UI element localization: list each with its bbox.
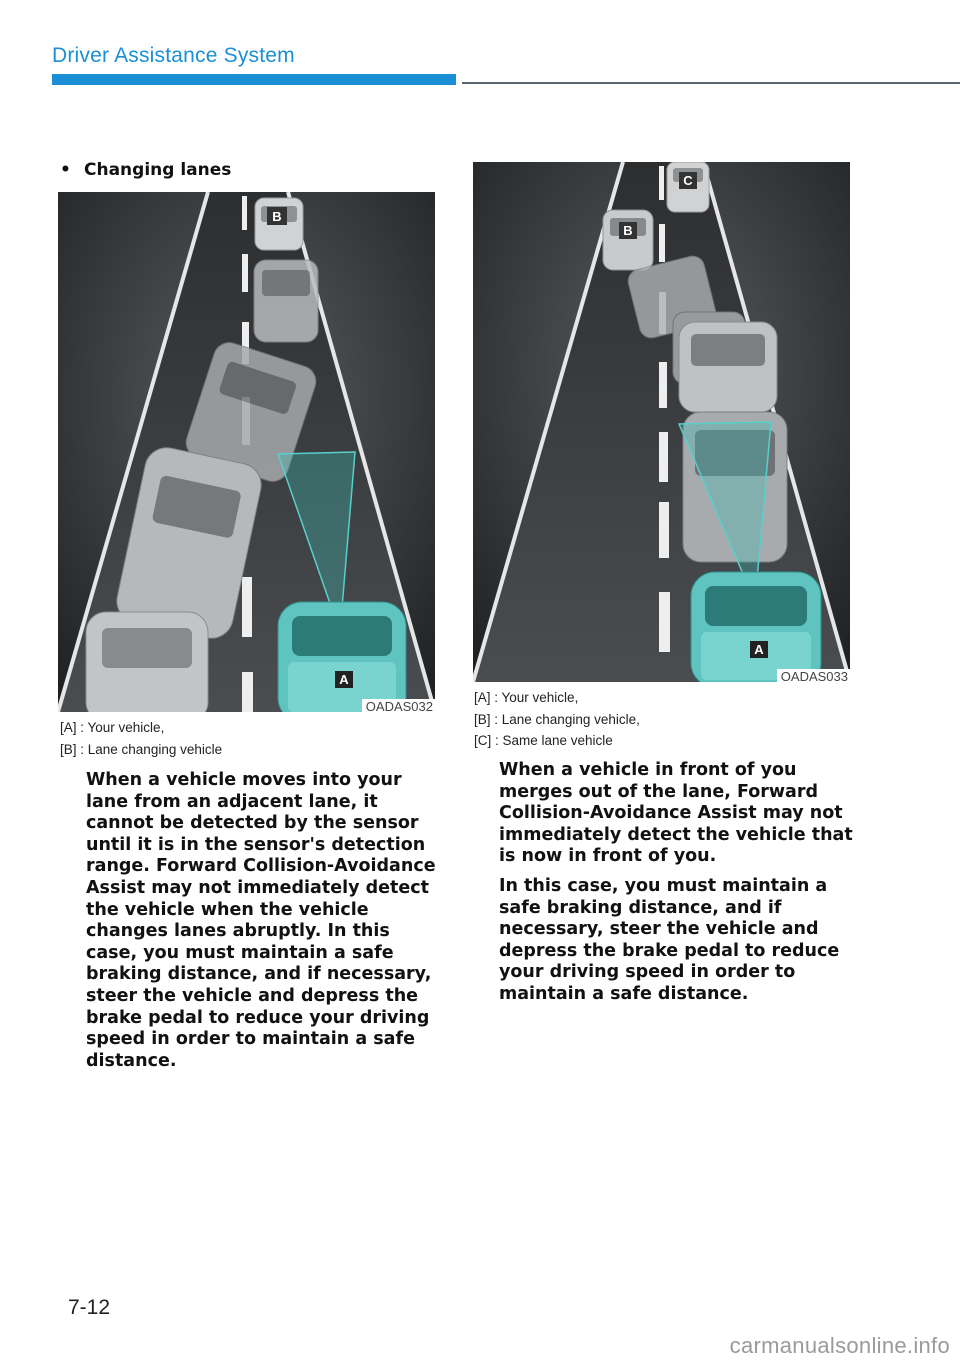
label-b: B <box>623 223 633 238</box>
road-illustration <box>473 162 850 682</box>
subsection-title: Changing lanes <box>84 160 232 180</box>
vehicle-a-icon <box>278 602 406 712</box>
road-illustration <box>58 192 435 712</box>
header-rule-accent <box>52 74 456 85</box>
header-rule <box>462 82 960 84</box>
bullet: • <box>60 160 71 180</box>
figure-code: OADAS033 <box>777 669 850 684</box>
label-c: C <box>683 173 693 188</box>
paragraph: When a vehicle in front of you merges out of the lane, Forward Collision-Avoidance Assist may not immediately detect the vehicle that is now in front of you. <box>499 760 853 867</box>
body-text-right <box>499 760 853 1014</box>
legend-item: [A] : Your vehicle, <box>474 690 579 705</box>
label-b: B <box>272 209 282 224</box>
figure-code: OADAS032 <box>362 699 435 714</box>
legend-item: [B] : Lane changing vehicle, <box>474 711 640 727</box>
figure-changing-lanes <box>58 192 435 712</box>
label-a: A <box>754 642 764 657</box>
watermark: carmanualsonline.info <box>729 1333 950 1358</box>
subsection-heading <box>60 160 231 180</box>
paragraph: When a vehicle moves into your lane from an adjacent lane, it cannot be detected by the sensor until it is in the sensor's detection range. Forward Collision-Avoidance Assist may not immediately detect the vehicle when the vehicle changes lanes abruptly. In this case, you must maintain a safe braking distance, and if necessary, steer the vehicle and depress the brake pedal to reduce your driving speed in order to maintain a safe distance. <box>86 770 436 1071</box>
legend-item: [B] : Lane changing vehicle <box>60 741 223 757</box>
label-a: A <box>339 672 349 687</box>
legend-item: [C] : Same lane vehicle <box>474 733 613 748</box>
figure-lane-merge-out <box>473 162 850 682</box>
section-title: Driver Assistance System <box>52 44 295 67</box>
legend-item: [A] : Your vehicle, <box>60 720 165 735</box>
figure-legend-right <box>474 687 640 752</box>
page-number: 7-12 <box>68 1296 111 1319</box>
body-text-left <box>86 770 438 1080</box>
paragraph: In this case, you must maintain a safe braking distance, and if necessary, steer the vehicle and depress the brake pedal to reduce your driving speed in order to maintain a safe distance. <box>499 875 840 1004</box>
figure-legend-left <box>60 717 222 760</box>
vehicle-b-icon <box>603 210 653 270</box>
vehicle-a-icon <box>691 572 821 682</box>
